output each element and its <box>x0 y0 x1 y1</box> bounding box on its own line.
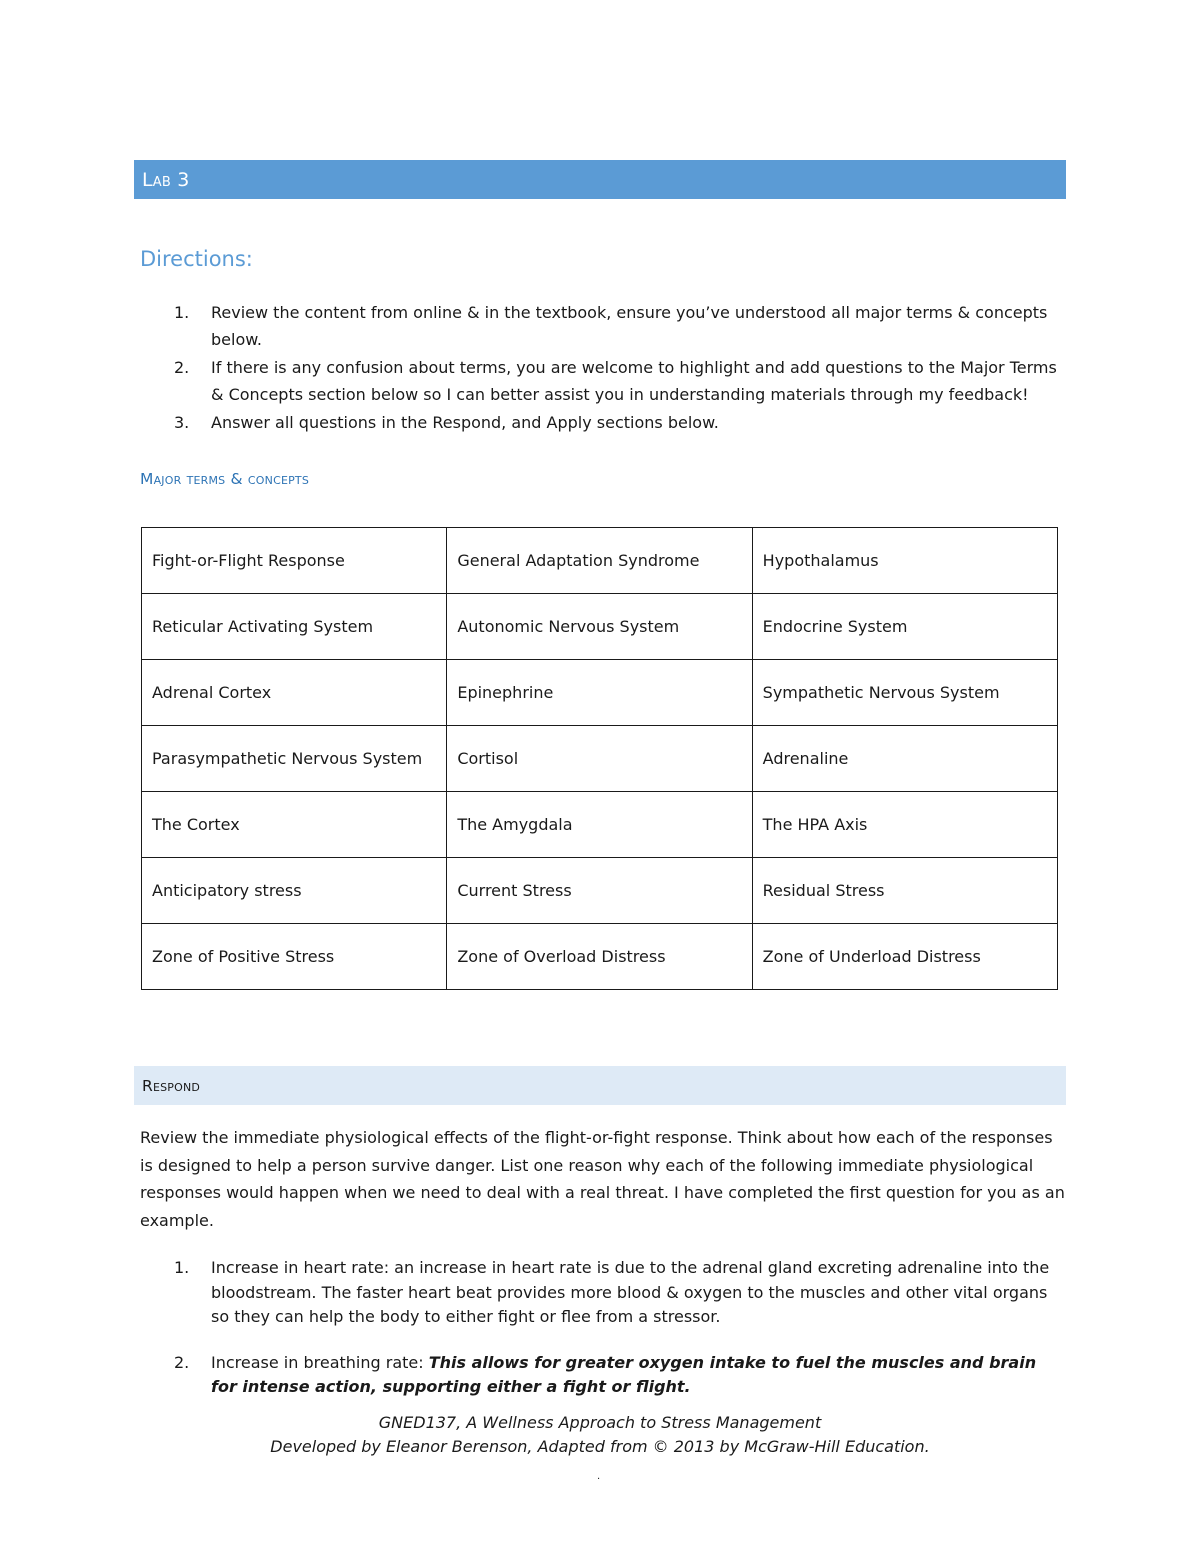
footer-credit-line: Developed by Eleanor Berenson, Adapted from © 2013 by McGraw-Hill Education. <box>270 1437 930 1456</box>
respond-item <box>140 1256 1065 1330</box>
table-row <box>142 726 1058 792</box>
table-cell: The Amygdala <box>447 792 752 858</box>
list-number: 1. <box>174 1258 190 1277</box>
directions-item-text: Answer all questions in the Respond, and Apply sections below. <box>211 413 719 432</box>
table-row <box>142 660 1058 726</box>
table-cell: General Adaptation Syndrome <box>447 528 752 594</box>
directions-item-text: Review the content from online & in the textbook, ensure you’ve understood all major terms & concepts below. <box>211 303 1048 349</box>
table-cell: Anticipatory stress <box>142 858 447 924</box>
table-cell: Current Stress <box>447 858 752 924</box>
table-cell: Zone of Underload Distress <box>752 924 1057 990</box>
table-cell: Adrenaline <box>752 726 1057 792</box>
footer-dot: . <box>597 1471 601 1482</box>
respond-section-bar <box>134 1066 1066 1105</box>
lab-title: Lab 3 <box>142 168 190 191</box>
list-number: 1. <box>174 303 190 322</box>
table-row <box>142 858 1058 924</box>
respond-list <box>140 1256 1065 1421</box>
respond-item-answer: This allows for greater oxygen intake to fuel the muscles and brain for intense action, supporting either a fight or flight. <box>211 1352 1037 1396</box>
table-cell: Hypothalamus <box>752 528 1057 594</box>
footer-course-line: GNED137, A Wellness Approach to Stress Management <box>378 1413 822 1432</box>
directions-item <box>140 409 1065 436</box>
directions-heading: Directions: <box>140 247 253 271</box>
respond-item <box>140 1351 1065 1400</box>
table-cell: Zone of Positive Stress <box>142 924 447 990</box>
major-terms-table <box>141 527 1058 990</box>
directions-item <box>140 299 1065 353</box>
table-cell: Endocrine System <box>752 594 1057 660</box>
table-row <box>142 528 1058 594</box>
respond-item-text: Increase in breathing rate: <box>211 1352 429 1372</box>
directions-item-text: If there is any confusion about terms, you are welcome to highlight and add questions to the Major Terms & Concepts section below so I can better assist you in understanding materials through my feedback! <box>211 358 1057 404</box>
respond-item-text: Increase in heart rate: an increase in heart rate is due to the adrenal gland excreting adrenaline into the bloodstream. The faster heart beat provides more blood & oxygen to the muscles and other vital organs so they can help the body to either fight or flee from a stressor. <box>211 1258 1050 1326</box>
table-cell: Epinephrine <box>447 660 752 726</box>
directions-list <box>140 299 1065 437</box>
table-cell: Autonomic Nervous System <box>447 594 752 660</box>
table-cell: Parasympathetic Nervous System <box>142 726 447 792</box>
respond-intro: Review the immediate physiological effects of the flight-or-fight response. Think about how each of the responses is designed to help a person survive danger. List one reason why each of the following immediate physiological responses would happen when we need to deal with a real threat. I have completed the first question for you as an example. <box>140 1128 1065 1230</box>
table-row <box>142 792 1058 858</box>
major-terms-heading: Major terms & concepts <box>140 470 310 488</box>
list-number: 2. <box>174 1352 190 1372</box>
table-cell: Cortisol <box>447 726 752 792</box>
table-row <box>142 924 1058 990</box>
table-cell: Fight-or-Flight Response <box>142 528 447 594</box>
table-row <box>142 594 1058 660</box>
table-cell: Sympathetic Nervous System <box>752 660 1057 726</box>
table-cell: Zone of Overload Distress <box>447 924 752 990</box>
table-cell: The Cortex <box>142 792 447 858</box>
list-number: 2. <box>174 358 190 377</box>
respond-heading: Respond <box>142 1076 201 1095</box>
table-cell: Reticular Activating System <box>142 594 447 660</box>
table-cell: Residual Stress <box>752 858 1057 924</box>
list-number: 3. <box>174 413 190 432</box>
table-cell: Adrenal Cortex <box>142 660 447 726</box>
page-footer <box>0 1411 1200 1459</box>
table-cell: The HPA Axis <box>752 792 1057 858</box>
lab-title-bar <box>134 160 1066 199</box>
directions-item <box>140 354 1065 408</box>
